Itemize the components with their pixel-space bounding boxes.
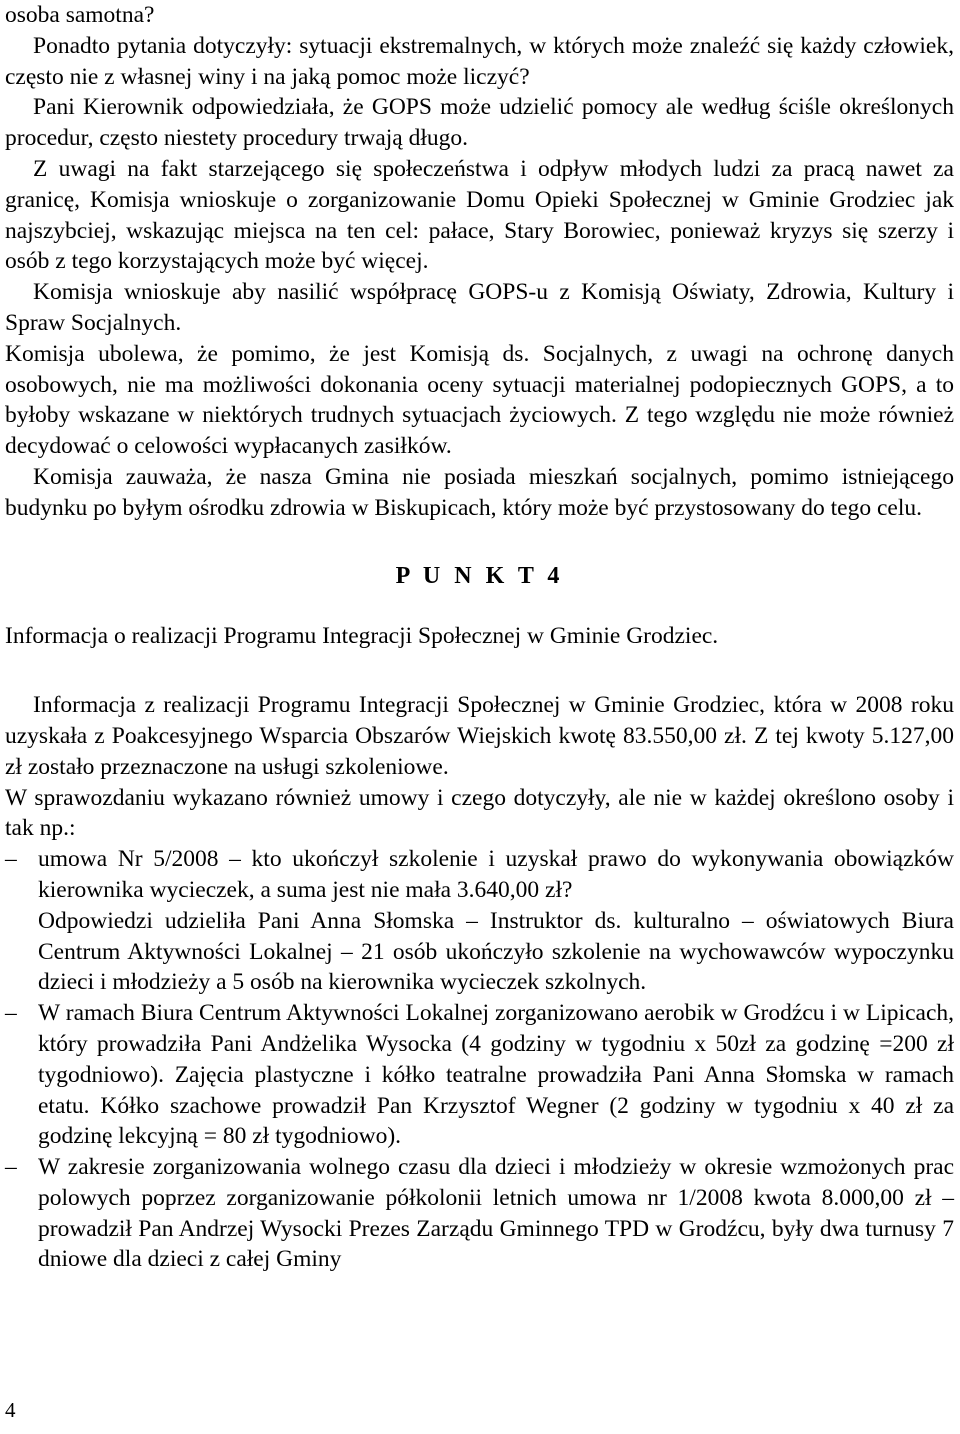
list-item [5,998,954,1152]
paragraph-housing: Komisja zauważa, że nasza Gmina nie posiada mieszkań socjalnych, pomimo istniejącego budynku po byłym ośrodku zdrowia w Biskupicach, który może być przystosowany do tego celu. [5,463,954,521]
dash-bullet: – [5,1000,17,1027]
paragraph-continuation: osoba samotna? [5,2,155,28]
list-item-text: umowa Nr 5/2008 – kto ukończył szkolenie i uzyskał prawo do wykonywania obowiązków kierownika wycieczek, a suma jest nie mała 3.640,00 zł? [38,846,954,903]
paragraph-care-home: Z uwagi na fakt starzejącego się społeczeństwa i odpływ młodych ludzi za pracą nawet za granicę, Komisja wnioskuje o zorganizowanie Domu Opieki Społecznej w Gminie Grodziec jak najszybciej, wskazując miejsca na ten cel: pałace, Stary Borowiec, ponieważ kryzys się szerzy i osób z tego korzystających może być więcej. [5,155,954,275]
paragraph-data-protection: Komisja ubolewa, że pomimo, że jest Komisją ds. Socjalnych, z uwagi na ochronę danych osobowych, nie ma możliwości dokonania oceny sytuacji materialnej podopiecznych GOPS, a to byłoby wskazane w niektórych trudnych sytuacjach życiowych. Z tego względu nie może również decydować o celowości wypłacanych zasiłków. [5,340,954,460]
contract-list [5,844,954,1275]
section-heading: P U N K T 4 [395,562,564,589]
list-item [5,1152,954,1275]
section-report: W sprawozdaniu wykazano również umowy i czego dotyczyły, ale nie w każdej określono osoby i tak np.: [5,784,954,842]
page-number: 4 [5,1398,16,1422]
section-intro: Informacja z realizacji Programu Integracji Społecznej w Gminie Grodziec, która w 2008 roku uzyskała z Poakcesyjnego Wsparcia Obszarów Wiejskich kwotę 83.550,00 zł. Z tej kwoty 5.127,00 zł zostało przeznaczone na usługi szkoleniowe. [5,692,954,780]
list-item [5,844,954,998]
section-title: Informacja o realizacji Programu Integracji Społecznej w Gminie Grodziec. [5,623,719,650]
dash-bullet: – [5,846,17,873]
paragraph-answer: Pani Kierownik odpowiedziała, że GOPS może udzielić pomocy ale według ściśle określonych procedur, często niestety procedury trwają długo. [5,94,954,152]
list-item-text: W ramach Biura Centrum Aktywności Lokalnej zorganizowano aerobik w Grodźcu i w Lipicach, który prowadziła Pani Andżelika Wysocka (4 godziny w tygodniu x 50zł za godzinę =200 zł tygodniowo). Zajęcia plastyczne i kółko teatralne prowadziła Pani Anna Słomska w ramach etatu. Kółko szachowe prowadził Pan Krzysztof Wegner (2 godziny w tygodniu x 40 zł za godzinę lekcyjną = 80 zł tygodniowo). [38,1000,954,1150]
paragraph-questions: Ponadto pytania dotyczyły: sytuacji ekstremalnych, w których może znaleźć się każdy człowiek, często nie z własnej winy i na jaką pomoc może liczyć? [5,32,954,90]
list-item-text: W zakresie zorganizowania wolnego czasu dla dzieci i młodzieży w okresie wzmożonych prac polowych poprzez zorganizowanie półkolonii letnich umowa nr 1/2008 kwota 8.000,00 zł – prowadził Pan Andrzej Wysocki Prezes Zarządu Gminnego TPD w Grodźcu, były dwa turnusy 7 dniowe dla dzieci z całej Gminy [38,1154,954,1273]
dash-bullet: – [5,1154,17,1181]
document-page [5,0,954,1275]
paragraph-cooperation: Komisja wnioskuje aby nasilić współpracę GOPS-u z Komisją Oświaty, Zdrowia, Kultury i Spraw Socjalnych. [5,279,954,336]
list-item-continuation: Odpowiedzi udzieliła Pani Anna Słomska – Instruktor ds. kulturalno – oświatowych Biura Centrum Aktywności Lokalnej – 21 osób ukończyło szkolenie na wychowawców wypoczynku dzieci i młodzieży a 5 osób na kierownika wycieczek szkolnych. [38,907,954,996]
